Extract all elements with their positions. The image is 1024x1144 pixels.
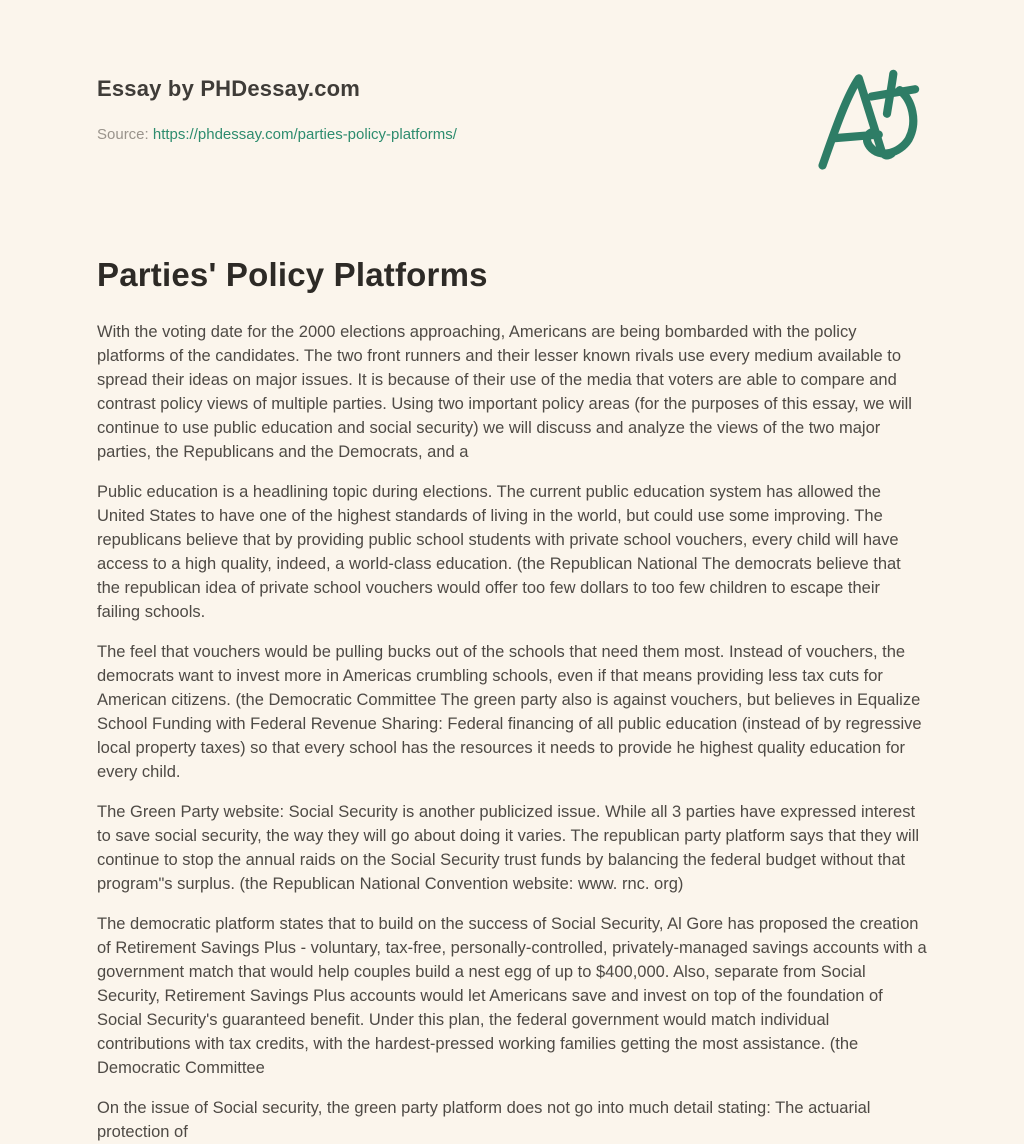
page-header (97, 76, 927, 180)
essay-paragraph: Public education is a headlining topic during elections. The current public education system has allowed the United States to have one of the highest standards of living in the world, but could use some improving. The republicans believe that by providing public school students with private school vouchers, every child will have access to a high quality, indeed, a world-class education. (the Republican National The democrats believe that the republican idea of private school vouchers would offer too few dollars to too few children to escape their failing schools. (97, 483, 901, 621)
essay-byline: Essay by PHDessay.com (97, 76, 361, 101)
a-plus-logo-icon (807, 62, 927, 180)
essay-paragraph: The Green Party website: Social Security is another publicized issue. While all 3 parties have expressed interest to save social security, the way they will go about doing it varies. The republican party platform says that they will continue to stop the annual raids on the Social Security trust funds by balancing the federal budget without that program"s surplus. (the Republican National Convention website: www. rnc. org) (97, 803, 920, 893)
essay-title: Parties' Policy Platforms (97, 256, 488, 293)
header-text-block (97, 76, 457, 143)
essay-paragraph: With the voting date for the 2000 elections approaching, Americans are being bombarded with the policy platforms of the candidates. The two front runners and their lesser known rivals use every medium available to spread their ideas on major issues. It is because of their use of the media that voters are able to compare and contrast policy views of multiple parties. Using two important policy areas (for the purposes of this essay, we will continue to use public education and social security) we will discuss and analyze the views of the two major parties, the Republicans and the Democrats, and a (97, 323, 912, 461)
source-label: Source: (97, 126, 149, 143)
essay-body (97, 320, 927, 1144)
source-link[interactable]: https://phdessay.com/parties-policy-platforms/ (152, 126, 457, 143)
essay-paragraph: The feel that vouchers would be pulling bucks out of the schools that need them most. Instead of vouchers, the democrats want to invest more in Americas crumbling schools, even if that means providing less tax cuts for American citizens. (the Democratic Committee The green party also is against vouchers, but believes in Equalize School Funding with Federal Revenue Sharing: Federal financing of all public education (instead of by regressive local property taxes) so that every school has the resources it needs to provide he highest quality education for every child. (97, 643, 922, 781)
source-line (97, 126, 457, 143)
essay-paragraph: On the issue of Social security, the green party platform does not go into much detail stating: The actuarial protection of (97, 1099, 871, 1141)
essay-paragraph: The democratic platform states that to build on the success of Social Security, Al Gore has proposed the creation of Retirement Savings Plus - voluntary, tax-free, personally-controlled, privately-managed savings accounts with a government match that would help couples build a nest egg of up to $400,000. Also, separate from Social Security, Retirement Savings Plus accounts would let Americans save and invest on top of the foundation of Social Security's guaranteed benefit. Under this plan, the federal government would match individual contributions with tax credits, with the hardest-pressed working families getting the most assistance. (the Democratic Committee (97, 915, 927, 1077)
